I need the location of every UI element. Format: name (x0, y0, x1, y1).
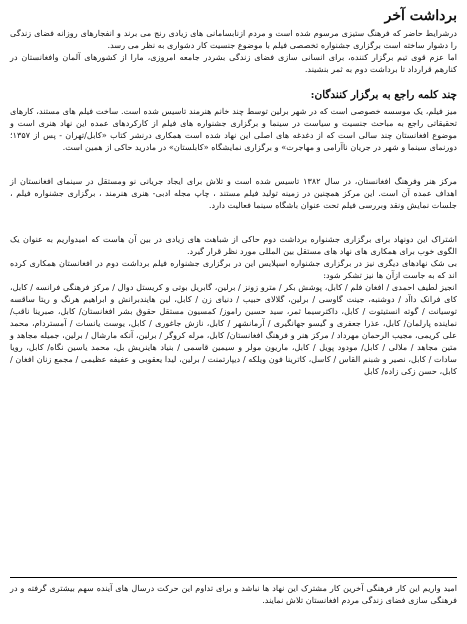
partners-paragraph-1: اشتراک این دونهاد برای برگزاری جشنواره برداشت دوم حاکی از شباهت های زیادی در بین آن هاست که امیدواریم به عنوان یک الگوی خوب برای همکاری های نهاد های مستقل بین المللی مورد نظر قرار گیرد. (10, 234, 457, 256)
partners-names-list: انجیز لطیف احمدی / افغان فلم / کابل، پوشش بکر / مترو زونز / برلین، گابریل بوتی و کریستل دوال / مرکز فرهنگی فرانسه / کابل، کای فرانک داآد / دوشنبه، جینت گاوسی / برلین، گلالای حبیب / دنیای زن / کابل، لین هایندبرانش و ابراهیم هرنگ و ریتا ساقسه توسیانت / گوته انستیتوت / کابل، داکترسیما ثمر، سید حسین راموز/ کمسیون مستقل حقوق بشر افغانستان/ کابل، صبرینا ناقب/ نماینده پارلمان/ کابل، عذرا جعفری و گیسو جهانگیری / آرمانشهر / کابل، نازش جاغوری / کابل، یوست یانسات / آمستردام، محمد علی کریمی، مجیب الرحمان مهرداد / مرکز هنر و فرهنگ افغانستان/ کابل، مرله کروگر / برلین، آنکه مارشال / برلین، جمیله مجاهد و متین مجاهد / ملالی / کابل/ مودود پویل / کابل، ماریون مولر و سیمین قاسمی / بنیاد هاینریش بل، محمد یاسین نگاه/ کابل، رویا سادات / کابل، نصیر و شبنم القاس / کاسل، کاترینا فون ویلکه / دیپارتمنت / برلین، لیدا یعقوبی و عفیفه عظیمی / مجمع زنان افغان / کابل، حسن زکی زاده/ کابل (10, 282, 457, 376)
closing-paragraph: امید واریم این کار فرهنگی آخرین کار مشترک این نهاد ها نباشد و برای تداوم این حرکت درسال های آینده سهم بیشتری گرفته و در فرهنگی سازی فضای زندگی مردم افغانستان تلاش نمایند. (10, 583, 457, 605)
page-title: برداشت آخر (384, 8, 457, 24)
divider (10, 577, 457, 578)
partners-paragraph-2: بی شک نهادهای دیگری نیز در برگزاری جشنواره اسپلایس این در برگزاری جشنواره فیلم برداشت دوم در افغانستان همکاری کرده اند که به جاست ازآن ها نیز تشکر شود: (10, 258, 457, 280)
intro-paragraph-1: درشرایط حاضر که فرهنگ ستیزی مرسوم شده است و مردم ازنابسامانی های زیادی رنج می برند و انفجارهای روزانه فضای زندگی را دشوار ساخته است برگزاری جشنواره تخصصی فیلم با موضوع جنسیت کار دشواری به نظر می رسد. (10, 28, 457, 50)
organizers-paragraph-2: مرکز هنر وفرهنگ افغانستان، در سال ۱۳۸۲ تاسیس شده است و تلاش برای ایجاد جریانی نو ومستقل در سینمای افغانستان از اهداف عمده آن است. این مرکز همچنین در زمینه تولید فیلم مستند ، چاپ مجله ادبی- هنری هنرمند ، برگزاری جشنواره فیلم ، جلسات نمایش ونقد وبررسی فیلم تحت عنوان باشگاه سینما فعالیت دارد. (10, 176, 457, 210)
closing-section (10, 577, 457, 606)
organizers-paragraph-1: میز فیلم، یک موسسه خصوصی است که در شهر برلین توسط چند خانم هنرمند تاسیس شده است. ساخت فیلم های مستند، کارهای تحقیقاتی راجع به مباحث جنسیت و سیاست در سینما و برگزاری جشنواره های فیلم از کارکردهای عمده این نهاد هنری است و موضوع افغانستان چند سالی است که از دغدغه های اصلی این نهاد شده است همکاری درنشر کتاب «کابل/تهران - پس از ۱۳۵۷؛ دورنمای سینما و شهر در جریان ناآرامی و مهاجرت» و برگزاری نمایشگاه «کابلستان» در مادرید حاکی از همین است. (10, 106, 457, 152)
organizers-heading: چند کلمه راجع به برگزار کنندگان: (310, 89, 457, 101)
intro-paragraph-2: اما عزم قوی تیم برگزار کننده، برای انسانی سازی فضای زندگی بشردر جامعه امروزی، مارا از کشورهای آلمان وافغانستان در کنارهم قرارداد تا برداشت دوم به ثمر بنشیند. (10, 52, 457, 74)
